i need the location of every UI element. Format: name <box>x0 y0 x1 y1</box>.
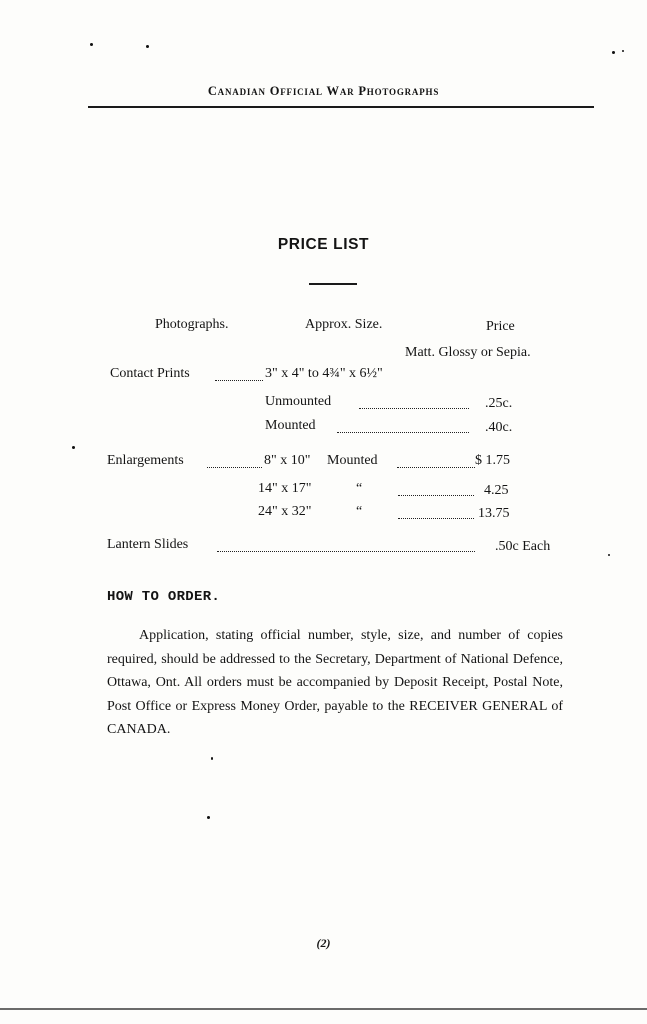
row-size: Mounted <box>265 418 316 433</box>
title-rule <box>309 283 357 285</box>
scan-speck <box>211 757 213 760</box>
row-mount: “ <box>356 481 363 496</box>
scan-speck <box>90 43 93 46</box>
leader-dots <box>337 418 469 433</box>
leader-dots <box>359 394 469 409</box>
scan-speck <box>612 51 615 54</box>
page-number: (2) <box>316 936 331 950</box>
leader-dots <box>397 453 475 468</box>
row-price: 13.75 <box>478 506 510 521</box>
scan-speck <box>207 816 210 819</box>
scan-speck <box>608 554 610 556</box>
leader-dots <box>398 481 474 496</box>
leader-dots <box>207 453 262 468</box>
row-label: Lantern Slides <box>107 537 189 552</box>
table-row <box>107 453 527 471</box>
row-size: 3" x 4" to 4¾" x 6½" <box>265 366 383 381</box>
row-price: 4.25 <box>484 483 509 498</box>
page-edge-shadow <box>0 1008 647 1010</box>
running-header: Canadian Official War Photographs <box>207 84 440 98</box>
column-header-size: Approx. Size. <box>305 317 383 332</box>
row-mount: Mounted <box>327 453 378 468</box>
row-size: 14" x 17" <box>258 481 312 496</box>
table-row <box>107 537 567 555</box>
row-label: Enlargements <box>107 453 184 468</box>
leader-dots <box>215 366 263 381</box>
page-title: PRICE LIST <box>277 236 370 253</box>
table-row <box>110 366 470 384</box>
row-size: 24" x 32" <box>258 504 312 519</box>
row-size: Unmounted <box>265 394 332 409</box>
column-header-price: Price <box>486 319 515 334</box>
column-header-price-sub: Matt. Glossy or Sepia. <box>405 345 531 360</box>
leader-dots <box>217 537 475 552</box>
row-price: .50c Each <box>495 539 551 554</box>
row-price: .25c. <box>485 396 513 411</box>
section-heading: HOW TO ORDER. <box>107 589 221 605</box>
table-row <box>265 418 565 436</box>
table-row <box>258 481 558 499</box>
column-header-photographs: Photographs. <box>155 317 229 332</box>
row-mount: “ <box>356 504 363 519</box>
row-size: 8" x 10" <box>264 453 311 468</box>
table-row <box>258 504 558 522</box>
leader-dots <box>398 504 474 519</box>
row-price: $ 1.75 <box>475 453 510 468</box>
row-label: Contact Prints <box>110 366 190 381</box>
header-rule <box>88 106 594 108</box>
row-price: .40c. <box>485 420 513 435</box>
body-paragraph: Application, stating official number, style, size, and number of copies required, should be addressed to the Secretary, Department of National Defence, Ottawa, Ont. All orders must be accompanied by Deposit Receipt, Postal Note, Post Office or Express Money Order, payable to the RECEIVER GENERAL of CANADA. <box>107 628 563 737</box>
scan-speck <box>622 50 624 52</box>
table-row <box>265 394 565 412</box>
scan-speck <box>146 45 149 48</box>
scan-speck <box>72 446 75 449</box>
